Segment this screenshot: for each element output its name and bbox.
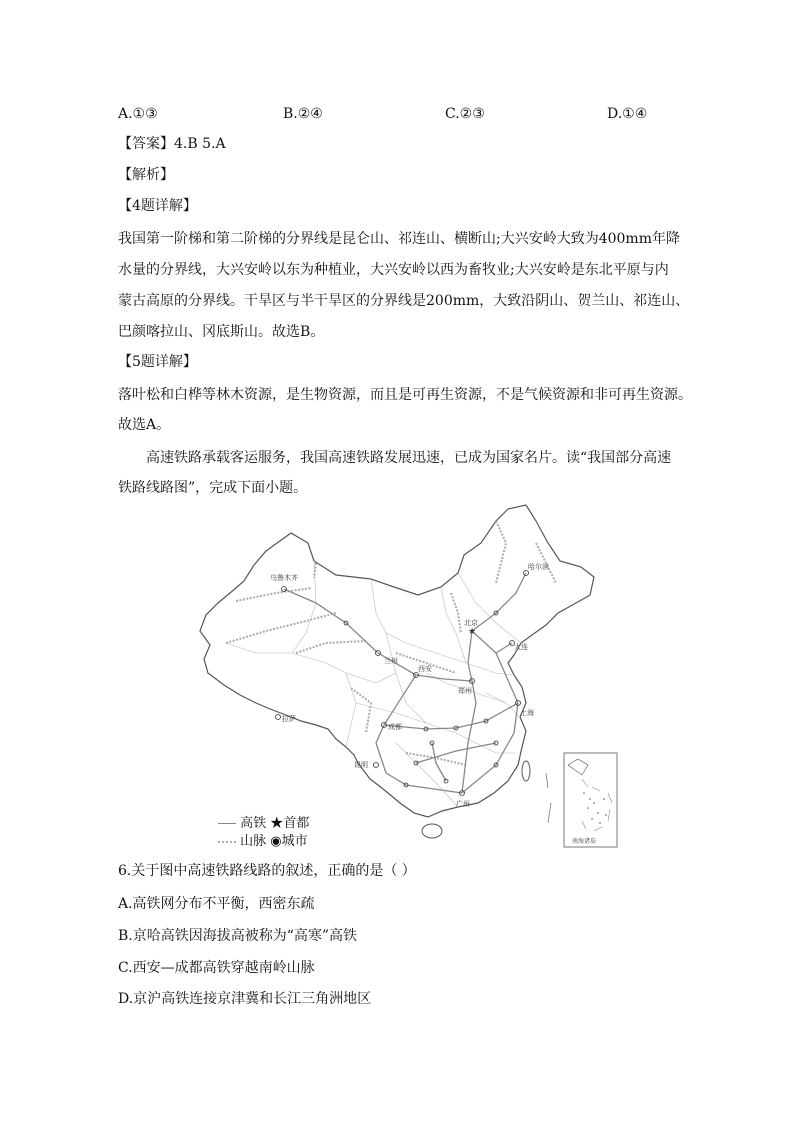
q4-text-line: 我国第一阶梯和第二阶梯的分界线是昆仑山、祁连山、横断山;大兴安岭大致为400mm年降 — [118, 231, 680, 247]
south-china-sea-inset — [564, 753, 617, 847]
q4-text-line: 水量的分界线，大兴安岭以东为种植业，大兴安岭以西为畜牧业;大兴安岭是东北平原与内 — [118, 262, 669, 278]
q6-option-d: D.京沪高铁连接京津冀和长江三角洲地区 — [118, 991, 372, 1007]
q5-heading: 【5题详解】 — [118, 354, 197, 370]
city-icon: ◉ — [270, 834, 282, 849]
city-label-xian: 西安 — [418, 665, 432, 673]
capital-star-icon: ★ — [468, 627, 477, 637]
option-b-prev: B.②④ — [283, 106, 323, 122]
legend-city-label: 城市 — [281, 834, 308, 849]
city-label-lanzhou: 兰州 — [384, 657, 398, 665]
legend-row-1 — [218, 815, 309, 833]
city-marker-lhasa — [276, 715, 281, 720]
city-label-urumqi: 乌鲁木齐 — [270, 574, 298, 582]
high-speed-rail-lines — [284, 573, 526, 793]
city-label-lhasa: 拉萨 — [282, 715, 296, 723]
q4-text-line: 巴颜喀拉山、冈底斯山。故选B。 — [118, 324, 325, 340]
city-markers — [276, 571, 529, 796]
q5-text-line: 故选A。 — [118, 417, 171, 433]
province-boundaries — [226, 561, 521, 807]
analysis-heading: 【解析】 — [118, 167, 174, 183]
city-label-kunming: 昆明 — [354, 761, 368, 769]
city-label-shanghai: 上海 — [520, 709, 534, 717]
city-label-zhengzhou: 郑州 — [458, 687, 472, 695]
q4-text-line: 蒙古高原的分界线。干旱区与半干旱区的分界线是200mm，大致沿阴山、贺兰山、祁连山、 — [118, 293, 690, 309]
legend-rail-label: 高铁 — [240, 816, 267, 831]
option-c-prev: C.②③ — [445, 106, 485, 122]
taiwan-island — [522, 761, 530, 781]
legend-row-2 — [218, 833, 308, 851]
star-icon: ★ — [270, 816, 284, 831]
mountain-icon — [218, 841, 236, 843]
legend-capital-label: 首都 — [283, 816, 310, 831]
rail-line-icon — [218, 823, 236, 824]
option-d-prev: D.①④ — [607, 106, 648, 122]
hainan-island — [422, 824, 442, 838]
city-label-harbin: 哈尔滨 — [528, 563, 549, 571]
intro-text-line: 高速铁路承载客运服务，我国高速铁路发展迅速，已成为国家名片。读“我国部分高速 — [146, 450, 672, 466]
q6-option-a: A.高铁网分布不平衡，西密东疏 — [118, 896, 315, 912]
q5-text-line: 落叶松和白桦等林木资源，是生物资源，而且是可再生资源，不是气候资源和非可再生资源。 — [118, 387, 692, 403]
inset-label: 南海诸岛 — [572, 838, 597, 845]
option-a-prev: A.①③ — [118, 106, 158, 122]
city-label-dalian: 大连 — [514, 643, 528, 651]
q4-heading: 【4题详解】 — [118, 198, 197, 214]
intro-text-line: 铁路线路图”，完成下面小题。 — [118, 480, 308, 496]
china-railway-map — [196, 503, 620, 849]
q6-option-b: B.京哈高铁因海拔高被称为“高寒”高铁 — [118, 928, 358, 944]
map-svg — [196, 503, 620, 849]
city-label-beijing: 北京 — [464, 619, 478, 627]
q6-stem: 6.关于图中高速铁路线路的叙述，正确的是（ ） — [118, 863, 416, 879]
city-label-guangzhou: 广州 — [456, 800, 470, 808]
city-label-chengdu: 成都 — [388, 723, 402, 731]
legend-mountain-label: 山脉 — [240, 834, 267, 849]
q6-option-c: C.西安—成都高铁穿越南岭山脉 — [118, 960, 315, 976]
answer-line: 【答案】4.B 5.A — [118, 136, 226, 152]
city-marker-kunming — [374, 763, 379, 768]
